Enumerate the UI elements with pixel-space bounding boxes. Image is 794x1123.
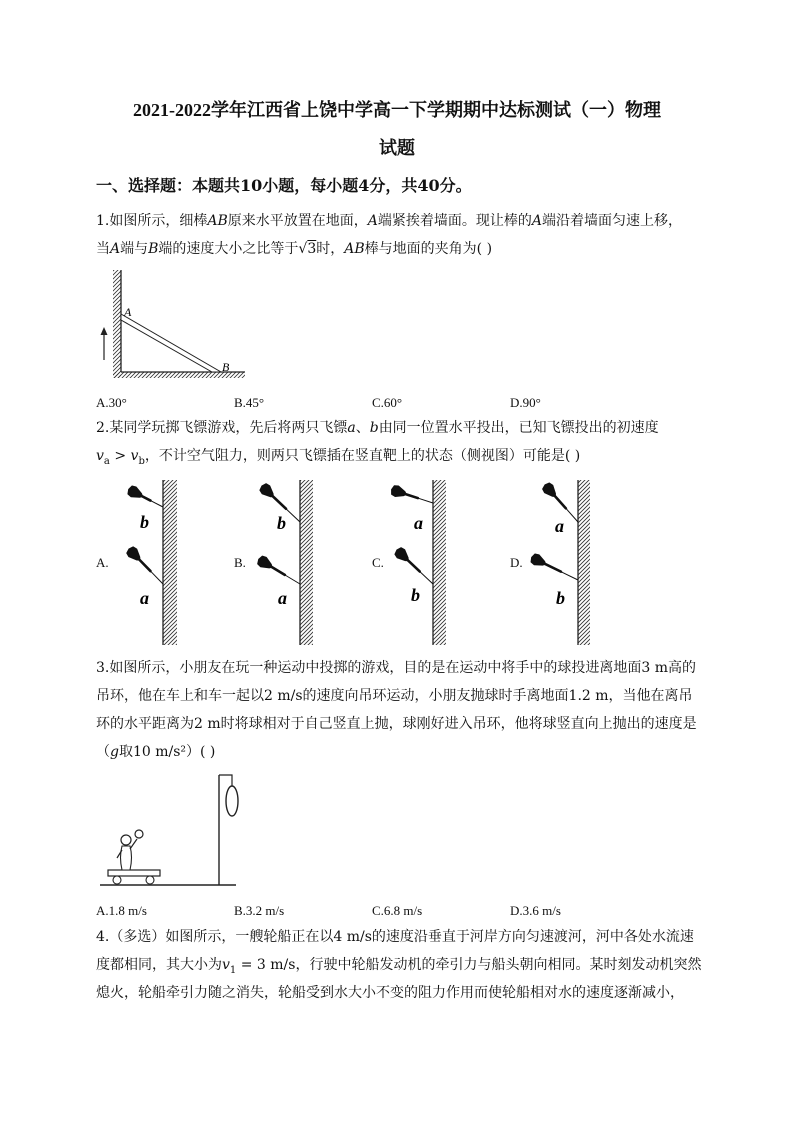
target-wall (578, 480, 590, 645)
dart-tip (418, 498, 433, 503)
text-segment: 环的水平距离为2 m时将球相对于自己竖直上抛，球刚好进入吊环，他将球竖直向上抛出的速度是 (96, 716, 697, 732)
text-segment: a (347, 420, 356, 436)
dart-label-upper: a (555, 516, 564, 536)
target-wall (300, 480, 313, 645)
text-line (96, 442, 659, 470)
dart-tip (561, 572, 578, 580)
dart-barrel (272, 495, 286, 508)
rod-ab (121, 314, 221, 372)
cart-wheel (146, 876, 154, 884)
option-a[interactable]: A. (96, 555, 109, 570)
dart-lower (395, 548, 433, 584)
ball (135, 830, 143, 838)
dart-label-upper: b (140, 512, 149, 532)
text-segment: 3 (307, 241, 317, 257)
text-line (96, 923, 701, 951)
option-b[interactable]: B.3.2 m/s (234, 903, 285, 918)
text-segment: b (369, 420, 379, 436)
text-segment: AB (207, 213, 228, 229)
text-segment: 2.某同学玩掷飞镖游戏，先后将两只飞镖 (96, 420, 348, 436)
target-wall (433, 480, 446, 645)
dart-label-lower: a (278, 588, 287, 608)
text-segment: 3.如图所示，小朋友在玩一种运动中投掷的游戏，目的是在运动中将手中的球投进离地面3 m高的 (96, 660, 696, 676)
dart-label-lower: b (411, 585, 420, 605)
question-3-text (96, 654, 697, 766)
text-segment: 端的速度大小之比等于 (158, 241, 299, 257)
text-segment: AB (344, 241, 365, 257)
section-heading: 一、选择题：本题共10小题，每小题4分，共40分。 (96, 176, 472, 195)
text-line (96, 414, 659, 442)
text-line (96, 979, 701, 1007)
option-c[interactable]: C.60° (372, 395, 403, 410)
text-line (96, 951, 701, 979)
question-1-text (96, 207, 682, 263)
dart-tip (566, 508, 578, 522)
cart-wheel (113, 876, 121, 884)
question-1-figure (95, 265, 255, 385)
text-segment: √ (298, 241, 308, 257)
up-arrow-icon (101, 327, 108, 335)
child-body (121, 846, 132, 870)
document-title-continued: 试题 (379, 138, 415, 158)
text-segment: b (138, 455, 145, 467)
text-line (96, 682, 697, 710)
question-2-text (96, 414, 659, 470)
dart-barrel (141, 495, 151, 500)
point-a-label: A (124, 305, 132, 319)
text-segment: B (148, 241, 159, 257)
text-segment: 吊环，他在车上和车一起以2 m/s的速度向吊环运动，小朋友抛球时手离地面1.2 m，当他在离吊 (96, 688, 693, 704)
text-segment: 度都相同，其大小为 (96, 957, 222, 973)
dart-label-lower: b (556, 588, 565, 608)
text-line (96, 207, 682, 235)
text-segment: ，不计空气阻力，则两只飞镖插在竖直靶上的状态（侧视图）可能是( ) (144, 448, 581, 464)
child-head (121, 835, 131, 845)
wall-hatching (113, 270, 121, 378)
option-a[interactable]: A.1.8 m/s (96, 903, 147, 918)
option-a[interactable]: A.30° (96, 395, 127, 410)
question-3-figure (95, 765, 245, 890)
text-segment: g (110, 744, 119, 760)
text-line (96, 738, 697, 766)
text-segment: v (222, 957, 230, 973)
text-line (96, 235, 682, 263)
text-segment: > (109, 448, 131, 464)
target-wall (163, 480, 177, 645)
option-c[interactable]: C. (372, 555, 384, 570)
option-c[interactable]: C.6.8 m/s (372, 903, 423, 918)
text-segment: 时， (316, 241, 345, 257)
dart-upper (128, 486, 163, 507)
option-d[interactable]: D.90° (510, 395, 541, 410)
dart-upper (392, 486, 433, 503)
text-segment: 棒与地面的夹角为( ) (364, 241, 493, 257)
text-segment: A (110, 241, 121, 257)
dart-barrel (270, 566, 285, 575)
dart-lower (258, 556, 300, 584)
dart-tip (150, 571, 163, 584)
option-d[interactable]: D.3.6 m/s (510, 903, 561, 918)
question-4-text (96, 923, 701, 1007)
text-segment: 熄火，轮船牵引力随之消失，轮船受到水大小不变的阻力作用而使轮船相对水的速度逐渐减小， (96, 985, 684, 1001)
question-2-figure (90, 475, 610, 650)
text-segment: 端沿着墙面匀速上移， (542, 213, 683, 229)
text-segment: 1 (229, 964, 237, 976)
text-segment: A (531, 213, 543, 229)
text-segment: 原来水平放置在地面， (227, 213, 368, 229)
cart-platform (108, 870, 160, 876)
text-segment: 、 (355, 420, 370, 436)
text-segment: A (367, 213, 378, 229)
text-line (96, 654, 697, 682)
option-b[interactable]: B. (234, 555, 246, 570)
dart-lower (531, 554, 578, 580)
document-title: 2021-2022学年江西省上饶中学高一下学期期中达标测试（一）物理 (133, 100, 661, 120)
text-segment: 由同一位置水平投出，已知飞镖投出的初速度 (378, 420, 659, 436)
text-segment: = 3 m/s，行驶中轮船发动机的牵引力与船头朝向相同。某时刻发动机突然 (236, 957, 702, 973)
text-segment: v (96, 448, 104, 464)
text-segment: 取10 m/s²）( ) (118, 744, 216, 760)
dart-tip (285, 575, 300, 584)
dart-barrel (554, 495, 566, 508)
dart-lower (127, 547, 163, 584)
dart-barrel (544, 563, 561, 571)
dart-barrel (407, 559, 420, 571)
dart-barrel (138, 559, 150, 571)
dart-label-upper: a (414, 513, 423, 533)
text-segment: （ (96, 744, 110, 760)
dart-label-upper: b (277, 513, 286, 533)
dart-label-lower: a (140, 588, 149, 608)
point-b-label: B (222, 360, 230, 374)
text-segment: 1.如图所示，细棒 (96, 213, 208, 229)
text-line (96, 710, 697, 738)
dart-barrel (404, 494, 417, 498)
ring-hook (219, 775, 232, 786)
dart-tip (420, 571, 433, 584)
text-segment: 端紧挨着墙面。现让棒的 (377, 213, 532, 229)
text-segment: v (130, 448, 139, 464)
text-segment: 当 (96, 241, 110, 257)
option-b[interactable]: B.45° (234, 395, 265, 410)
hanging-ring (226, 786, 238, 816)
text-segment: 4.（多选）如图所示，一艘轮船正在以4 m/s的速度沿垂直于河岸方向匀速渡河，河中各处水流速 (96, 929, 694, 945)
dart-tip (150, 501, 163, 507)
text-segment: a (103, 455, 110, 467)
dart-tip (286, 509, 300, 522)
text-segment: 端与 (120, 241, 149, 257)
option-d[interactable]: D. (510, 555, 523, 570)
